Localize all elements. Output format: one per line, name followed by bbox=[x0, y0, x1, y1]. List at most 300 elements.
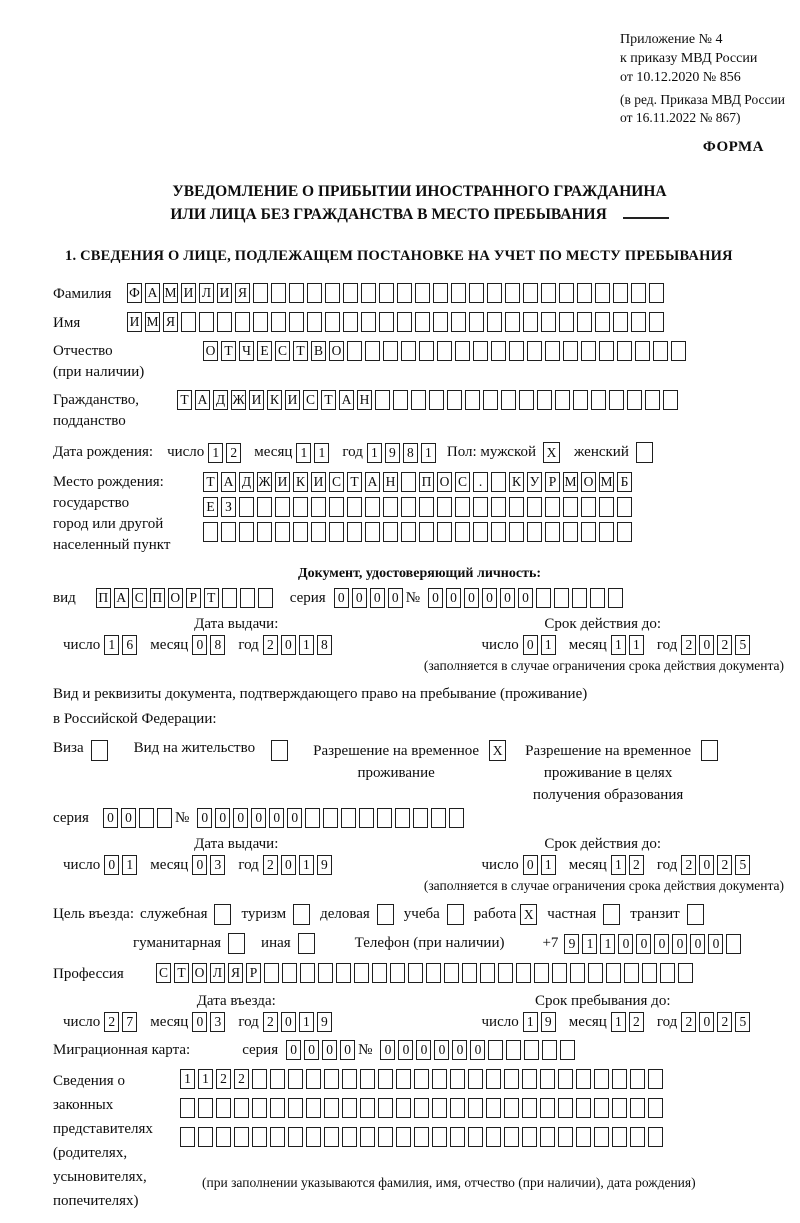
char-cell[interactable]: 1 bbox=[541, 635, 556, 655]
char-cell[interactable]: 9 bbox=[541, 1012, 556, 1032]
char-cell[interactable]: С bbox=[455, 472, 470, 492]
char-cell[interactable] bbox=[540, 1069, 555, 1089]
char-cell[interactable] bbox=[288, 1098, 303, 1118]
char-cell[interactable] bbox=[563, 341, 578, 361]
char-cell[interactable] bbox=[501, 390, 516, 410]
char-cell[interactable] bbox=[455, 497, 470, 517]
char-cell[interactable] bbox=[431, 808, 446, 828]
char-cell[interactable]: 0 bbox=[370, 588, 385, 608]
char-cell[interactable] bbox=[624, 963, 639, 983]
char-cell[interactable]: О bbox=[203, 341, 218, 361]
char-cell[interactable]: С bbox=[303, 390, 318, 410]
char-cell[interactable] bbox=[486, 1069, 501, 1089]
char-cell[interactable] bbox=[522, 1127, 537, 1147]
char-cell[interactable] bbox=[397, 312, 412, 332]
sex-male-checkbox[interactable]: X bbox=[543, 442, 560, 463]
char-cell[interactable] bbox=[444, 963, 459, 983]
char-cell[interactable] bbox=[504, 1069, 519, 1089]
char-cell[interactable] bbox=[383, 497, 398, 517]
char-cell[interactable]: О bbox=[329, 341, 344, 361]
char-cell[interactable] bbox=[252, 1127, 267, 1147]
char-cell[interactable]: 1 bbox=[299, 635, 314, 655]
char-cell[interactable]: 9 bbox=[317, 855, 332, 875]
char-cell[interactable]: 1 bbox=[611, 635, 626, 655]
char-cell[interactable]: П bbox=[150, 588, 165, 608]
char-cell[interactable]: 1 bbox=[180, 1069, 195, 1089]
char-cell[interactable]: М bbox=[599, 472, 614, 492]
char-cell[interactable]: Т bbox=[321, 390, 336, 410]
purpose-transit-checkbox[interactable] bbox=[687, 904, 704, 925]
char-cell[interactable] bbox=[396, 1098, 411, 1118]
char-cell[interactable] bbox=[139, 808, 154, 828]
char-cell[interactable] bbox=[395, 808, 410, 828]
char-cell[interactable] bbox=[408, 963, 423, 983]
char-cell[interactable]: 1 bbox=[122, 855, 137, 875]
char-cell[interactable] bbox=[465, 390, 480, 410]
char-cell[interactable] bbox=[252, 1069, 267, 1089]
char-cell[interactable]: 0 bbox=[322, 1040, 337, 1060]
char-cell[interactable]: 0 bbox=[452, 1040, 467, 1060]
char-cell[interactable]: А bbox=[221, 472, 236, 492]
char-cell[interactable] bbox=[271, 283, 286, 303]
char-cell[interactable] bbox=[473, 341, 488, 361]
char-cell[interactable]: 2 bbox=[104, 1012, 119, 1032]
char-cell[interactable]: 0 bbox=[121, 808, 136, 828]
char-cell[interactable]: 1 bbox=[611, 1012, 626, 1032]
char-cell[interactable]: Я bbox=[163, 312, 178, 332]
char-cell[interactable]: 2 bbox=[717, 1012, 732, 1032]
char-cell[interactable]: Р bbox=[186, 588, 201, 608]
char-cell[interactable]: Т bbox=[293, 341, 308, 361]
char-cell[interactable] bbox=[630, 1069, 645, 1089]
char-cell[interactable]: И bbox=[217, 283, 232, 303]
char-cell[interactable] bbox=[509, 341, 524, 361]
char-cell[interactable] bbox=[524, 1040, 539, 1060]
char-cell[interactable] bbox=[342, 1127, 357, 1147]
char-cell[interactable] bbox=[378, 1127, 393, 1147]
char-cell[interactable] bbox=[217, 312, 232, 332]
char-cell[interactable]: 2 bbox=[681, 635, 696, 655]
char-cell[interactable]: 1 bbox=[611, 855, 626, 875]
char-cell[interactable] bbox=[365, 497, 380, 517]
char-cell[interactable] bbox=[468, 1127, 483, 1147]
char-cell[interactable]: И bbox=[311, 472, 326, 492]
char-cell[interactable]: 0 bbox=[699, 855, 714, 875]
char-cell[interactable] bbox=[239, 497, 254, 517]
char-cell[interactable]: О bbox=[581, 472, 596, 492]
char-cell[interactable]: 0 bbox=[636, 934, 651, 954]
char-cell[interactable]: 2 bbox=[717, 635, 732, 655]
char-cell[interactable] bbox=[522, 1098, 537, 1118]
char-cell[interactable] bbox=[342, 1069, 357, 1089]
char-cell[interactable] bbox=[288, 1127, 303, 1147]
char-cell[interactable] bbox=[397, 283, 412, 303]
char-cell[interactable] bbox=[450, 1069, 465, 1089]
char-cell[interactable] bbox=[343, 312, 358, 332]
char-cell[interactable] bbox=[558, 1069, 573, 1089]
char-cell[interactable]: 8 bbox=[317, 635, 332, 655]
char-cell[interactable] bbox=[537, 390, 552, 410]
char-cell[interactable] bbox=[426, 963, 441, 983]
char-cell[interactable]: С bbox=[156, 963, 171, 983]
char-cell[interactable] bbox=[222, 588, 237, 608]
char-cell[interactable]: 0 bbox=[699, 1012, 714, 1032]
char-cell[interactable] bbox=[591, 390, 606, 410]
char-cell[interactable] bbox=[581, 522, 596, 542]
char-cell[interactable] bbox=[487, 283, 502, 303]
char-cell[interactable] bbox=[505, 312, 520, 332]
char-cell[interactable] bbox=[360, 1098, 375, 1118]
char-cell[interactable] bbox=[613, 312, 628, 332]
char-cell[interactable]: 3 bbox=[210, 1012, 225, 1032]
char-cell[interactable]: А bbox=[114, 588, 129, 608]
char-cell[interactable]: 0 bbox=[192, 1012, 207, 1032]
char-cell[interactable]: И bbox=[285, 390, 300, 410]
residence-permit-checkbox[interactable] bbox=[271, 740, 288, 761]
char-cell[interactable]: Ж bbox=[231, 390, 246, 410]
sex-female-checkbox[interactable] bbox=[636, 442, 653, 463]
char-cell[interactable] bbox=[595, 283, 610, 303]
char-cell[interactable] bbox=[563, 497, 578, 517]
purpose-humanitarian-checkbox[interactable] bbox=[228, 933, 245, 954]
char-cell[interactable] bbox=[239, 522, 254, 542]
char-cell[interactable] bbox=[581, 497, 596, 517]
char-cell[interactable] bbox=[235, 312, 250, 332]
char-cell[interactable] bbox=[306, 1127, 321, 1147]
char-cell[interactable] bbox=[663, 390, 678, 410]
char-cell[interactable]: Т bbox=[347, 472, 362, 492]
char-cell[interactable] bbox=[311, 522, 326, 542]
char-cell[interactable]: О bbox=[437, 472, 452, 492]
char-cell[interactable] bbox=[324, 1098, 339, 1118]
char-cell[interactable] bbox=[519, 390, 534, 410]
char-cell[interactable] bbox=[347, 522, 362, 542]
char-cell[interactable] bbox=[318, 963, 333, 983]
char-cell[interactable] bbox=[234, 1098, 249, 1118]
char-cell[interactable] bbox=[649, 283, 664, 303]
char-cell[interactable] bbox=[608, 588, 623, 608]
char-cell[interactable] bbox=[678, 963, 693, 983]
char-cell[interactable]: 0 bbox=[352, 588, 367, 608]
char-cell[interactable]: 1 bbox=[208, 443, 223, 463]
char-cell[interactable]: 0 bbox=[286, 1040, 301, 1060]
char-cell[interactable]: 8 bbox=[403, 443, 418, 463]
char-cell[interactable] bbox=[612, 1127, 627, 1147]
char-cell[interactable]: И bbox=[275, 472, 290, 492]
char-cell[interactable] bbox=[180, 1098, 195, 1118]
char-cell[interactable] bbox=[181, 312, 196, 332]
char-cell[interactable] bbox=[572, 588, 587, 608]
char-cell[interactable] bbox=[216, 1127, 231, 1147]
char-cell[interactable]: Я bbox=[235, 283, 250, 303]
char-cell[interactable] bbox=[726, 934, 741, 954]
char-cell[interactable]: 0 bbox=[654, 934, 669, 954]
char-cell[interactable] bbox=[491, 472, 506, 492]
char-cell[interactable] bbox=[577, 283, 592, 303]
char-cell[interactable] bbox=[491, 341, 506, 361]
char-cell[interactable] bbox=[257, 497, 272, 517]
char-cell[interactable]: 0 bbox=[672, 934, 687, 954]
char-cell[interactable]: 1 bbox=[296, 443, 311, 463]
char-cell[interactable] bbox=[612, 1098, 627, 1118]
char-cell[interactable] bbox=[617, 497, 632, 517]
char-cell[interactable] bbox=[379, 283, 394, 303]
char-cell[interactable]: 0 bbox=[215, 808, 230, 828]
char-cell[interactable]: 0 bbox=[281, 855, 296, 875]
char-cell[interactable] bbox=[631, 283, 646, 303]
char-cell[interactable] bbox=[573, 390, 588, 410]
char-cell[interactable] bbox=[306, 1069, 321, 1089]
char-cell[interactable] bbox=[449, 808, 464, 828]
char-cell[interactable]: 1 bbox=[629, 635, 644, 655]
char-cell[interactable] bbox=[504, 1127, 519, 1147]
char-cell[interactable] bbox=[505, 283, 520, 303]
char-cell[interactable] bbox=[451, 312, 466, 332]
char-cell[interactable] bbox=[359, 808, 374, 828]
char-cell[interactable] bbox=[542, 1040, 557, 1060]
char-cell[interactable]: 2 bbox=[234, 1069, 249, 1089]
char-cell[interactable]: И bbox=[181, 283, 196, 303]
char-cell[interactable]: 0 bbox=[388, 588, 403, 608]
char-cell[interactable] bbox=[324, 1127, 339, 1147]
char-cell[interactable]: 5 bbox=[735, 855, 750, 875]
char-cell[interactable] bbox=[469, 312, 484, 332]
char-cell[interactable]: 0 bbox=[500, 588, 515, 608]
char-cell[interactable] bbox=[541, 312, 556, 332]
char-cell[interactable]: 2 bbox=[226, 443, 241, 463]
char-cell[interactable] bbox=[480, 963, 495, 983]
char-cell[interactable]: 1 bbox=[541, 855, 556, 875]
char-cell[interactable] bbox=[437, 341, 452, 361]
char-cell[interactable] bbox=[522, 1069, 537, 1089]
char-cell[interactable]: Е bbox=[257, 341, 272, 361]
char-cell[interactable]: 0 bbox=[446, 588, 461, 608]
char-cell[interactable] bbox=[594, 1098, 609, 1118]
char-cell[interactable]: 1 bbox=[104, 635, 119, 655]
char-cell[interactable] bbox=[609, 390, 624, 410]
char-cell[interactable] bbox=[401, 341, 416, 361]
char-cell[interactable]: А bbox=[195, 390, 210, 410]
char-cell[interactable] bbox=[545, 497, 560, 517]
char-cell[interactable]: К bbox=[267, 390, 282, 410]
char-cell[interactable] bbox=[216, 1098, 231, 1118]
purpose-tourism-checkbox[interactable] bbox=[293, 904, 310, 925]
char-cell[interactable] bbox=[642, 963, 657, 983]
char-cell[interactable] bbox=[419, 497, 434, 517]
char-cell[interactable] bbox=[558, 1127, 573, 1147]
char-cell[interactable] bbox=[383, 522, 398, 542]
purpose-other-checkbox[interactable] bbox=[298, 933, 315, 954]
char-cell[interactable]: 0 bbox=[518, 588, 533, 608]
char-cell[interactable]: 0 bbox=[523, 855, 538, 875]
char-cell[interactable]: Е bbox=[203, 497, 218, 517]
char-cell[interactable]: О bbox=[192, 963, 207, 983]
char-cell[interactable] bbox=[383, 341, 398, 361]
char-cell[interactable] bbox=[509, 497, 524, 517]
char-cell[interactable] bbox=[450, 1127, 465, 1147]
char-cell[interactable]: 1 bbox=[600, 934, 615, 954]
char-cell[interactable] bbox=[462, 963, 477, 983]
char-cell[interactable] bbox=[594, 1069, 609, 1089]
char-cell[interactable] bbox=[432, 1098, 447, 1118]
char-cell[interactable]: 0 bbox=[434, 1040, 449, 1060]
char-cell[interactable]: Д bbox=[239, 472, 254, 492]
char-cell[interactable]: А bbox=[339, 390, 354, 410]
char-cell[interactable] bbox=[253, 312, 268, 332]
char-cell[interactable]: 0 bbox=[233, 808, 248, 828]
char-cell[interactable]: 0 bbox=[281, 1012, 296, 1032]
char-cell[interactable]: М bbox=[163, 283, 178, 303]
char-cell[interactable] bbox=[342, 1098, 357, 1118]
char-cell[interactable]: . bbox=[473, 472, 488, 492]
char-cell[interactable] bbox=[545, 341, 560, 361]
char-cell[interactable]: 2 bbox=[681, 855, 696, 875]
char-cell[interactable] bbox=[347, 341, 362, 361]
char-cell[interactable] bbox=[468, 1098, 483, 1118]
char-cell[interactable] bbox=[257, 522, 272, 542]
char-cell[interactable]: 9 bbox=[385, 443, 400, 463]
char-cell[interactable] bbox=[401, 472, 416, 492]
char-cell[interactable] bbox=[527, 341, 542, 361]
char-cell[interactable] bbox=[613, 283, 628, 303]
char-cell[interactable]: 2 bbox=[263, 855, 278, 875]
char-cell[interactable] bbox=[559, 283, 574, 303]
char-cell[interactable]: М bbox=[563, 472, 578, 492]
char-cell[interactable]: 0 bbox=[304, 1040, 319, 1060]
char-cell[interactable]: 0 bbox=[104, 855, 119, 875]
char-cell[interactable]: 0 bbox=[482, 588, 497, 608]
char-cell[interactable] bbox=[378, 1098, 393, 1118]
char-cell[interactable] bbox=[516, 963, 531, 983]
char-cell[interactable] bbox=[433, 312, 448, 332]
char-cell[interactable]: Т bbox=[203, 472, 218, 492]
char-cell[interactable] bbox=[455, 341, 470, 361]
char-cell[interactable]: 2 bbox=[216, 1069, 231, 1089]
char-cell[interactable]: 1 bbox=[421, 443, 436, 463]
char-cell[interactable] bbox=[588, 963, 603, 983]
char-cell[interactable]: Р bbox=[545, 472, 560, 492]
char-cell[interactable] bbox=[365, 522, 380, 542]
char-cell[interactable] bbox=[534, 963, 549, 983]
purpose-business-checkbox[interactable] bbox=[377, 904, 394, 925]
char-cell[interactable] bbox=[577, 312, 592, 332]
char-cell[interactable]: Р bbox=[246, 963, 261, 983]
char-cell[interactable] bbox=[199, 312, 214, 332]
char-cell[interactable]: 9 bbox=[564, 934, 579, 954]
char-cell[interactable]: Т bbox=[177, 390, 192, 410]
char-cell[interactable]: 0 bbox=[470, 1040, 485, 1060]
char-cell[interactable] bbox=[617, 341, 632, 361]
char-cell[interactable] bbox=[491, 497, 506, 517]
char-cell[interactable] bbox=[554, 588, 569, 608]
char-cell[interactable] bbox=[648, 1127, 663, 1147]
char-cell[interactable] bbox=[437, 497, 452, 517]
char-cell[interactable]: 0 bbox=[340, 1040, 355, 1060]
char-cell[interactable]: Н bbox=[383, 472, 398, 492]
char-cell[interactable] bbox=[437, 522, 452, 542]
char-cell[interactable] bbox=[365, 341, 380, 361]
char-cell[interactable]: 0 bbox=[464, 588, 479, 608]
char-cell[interactable] bbox=[325, 283, 340, 303]
char-cell[interactable] bbox=[648, 1098, 663, 1118]
char-cell[interactable]: 0 bbox=[103, 808, 118, 828]
char-cell[interactable]: 5 bbox=[735, 635, 750, 655]
char-cell[interactable]: 1 bbox=[198, 1069, 213, 1089]
char-cell[interactable]: 8 bbox=[210, 635, 225, 655]
char-cell[interactable] bbox=[375, 390, 390, 410]
char-cell[interactable] bbox=[396, 1069, 411, 1089]
char-cell[interactable] bbox=[558, 1098, 573, 1118]
char-cell[interactable] bbox=[570, 963, 585, 983]
char-cell[interactable] bbox=[576, 1098, 591, 1118]
char-cell[interactable]: А bbox=[365, 472, 380, 492]
char-cell[interactable]: 0 bbox=[428, 588, 443, 608]
char-cell[interactable] bbox=[419, 341, 434, 361]
char-cell[interactable]: 1 bbox=[523, 1012, 538, 1032]
char-cell[interactable] bbox=[270, 1069, 285, 1089]
char-cell[interactable] bbox=[180, 1127, 195, 1147]
char-cell[interactable]: З bbox=[221, 497, 236, 517]
char-cell[interactable] bbox=[414, 1098, 429, 1118]
char-cell[interactable]: Я bbox=[228, 963, 243, 983]
char-cell[interactable] bbox=[311, 497, 326, 517]
char-cell[interactable] bbox=[253, 283, 268, 303]
edu-permit-checkbox[interactable] bbox=[701, 740, 718, 761]
char-cell[interactable]: Б bbox=[617, 472, 632, 492]
char-cell[interactable] bbox=[361, 283, 376, 303]
char-cell[interactable]: В bbox=[311, 341, 326, 361]
char-cell[interactable] bbox=[473, 522, 488, 542]
char-cell[interactable] bbox=[198, 1098, 213, 1118]
char-cell[interactable] bbox=[576, 1127, 591, 1147]
char-cell[interactable] bbox=[487, 312, 502, 332]
char-cell[interactable] bbox=[275, 522, 290, 542]
char-cell[interactable] bbox=[488, 1040, 503, 1060]
char-cell[interactable] bbox=[347, 497, 362, 517]
char-cell[interactable] bbox=[305, 808, 320, 828]
char-cell[interactable] bbox=[432, 1069, 447, 1089]
char-cell[interactable] bbox=[581, 341, 596, 361]
char-cell[interactable] bbox=[396, 1127, 411, 1147]
char-cell[interactable] bbox=[415, 283, 430, 303]
char-cell[interactable]: 0 bbox=[287, 808, 302, 828]
char-cell[interactable]: Ф bbox=[127, 283, 142, 303]
char-cell[interactable] bbox=[599, 341, 614, 361]
char-cell[interactable]: Д bbox=[213, 390, 228, 410]
char-cell[interactable]: 0 bbox=[192, 855, 207, 875]
char-cell[interactable] bbox=[378, 1069, 393, 1089]
char-cell[interactable]: 0 bbox=[269, 808, 284, 828]
char-cell[interactable] bbox=[630, 1098, 645, 1118]
char-cell[interactable] bbox=[198, 1127, 213, 1147]
char-cell[interactable] bbox=[469, 283, 484, 303]
char-cell[interactable] bbox=[401, 522, 416, 542]
char-cell[interactable]: 6 bbox=[122, 635, 137, 655]
char-cell[interactable] bbox=[509, 522, 524, 542]
char-cell[interactable] bbox=[594, 1127, 609, 1147]
char-cell[interactable] bbox=[486, 1098, 501, 1118]
char-cell[interactable]: Л bbox=[210, 963, 225, 983]
char-cell[interactable] bbox=[360, 1069, 375, 1089]
char-cell[interactable]: 0 bbox=[334, 588, 349, 608]
char-cell[interactable] bbox=[306, 1098, 321, 1118]
purpose-study-checkbox[interactable] bbox=[447, 904, 464, 925]
char-cell[interactable]: 1 bbox=[582, 934, 597, 954]
char-cell[interactable] bbox=[372, 963, 387, 983]
char-cell[interactable]: Т bbox=[204, 588, 219, 608]
char-cell[interactable] bbox=[414, 1127, 429, 1147]
char-cell[interactable] bbox=[563, 522, 578, 542]
